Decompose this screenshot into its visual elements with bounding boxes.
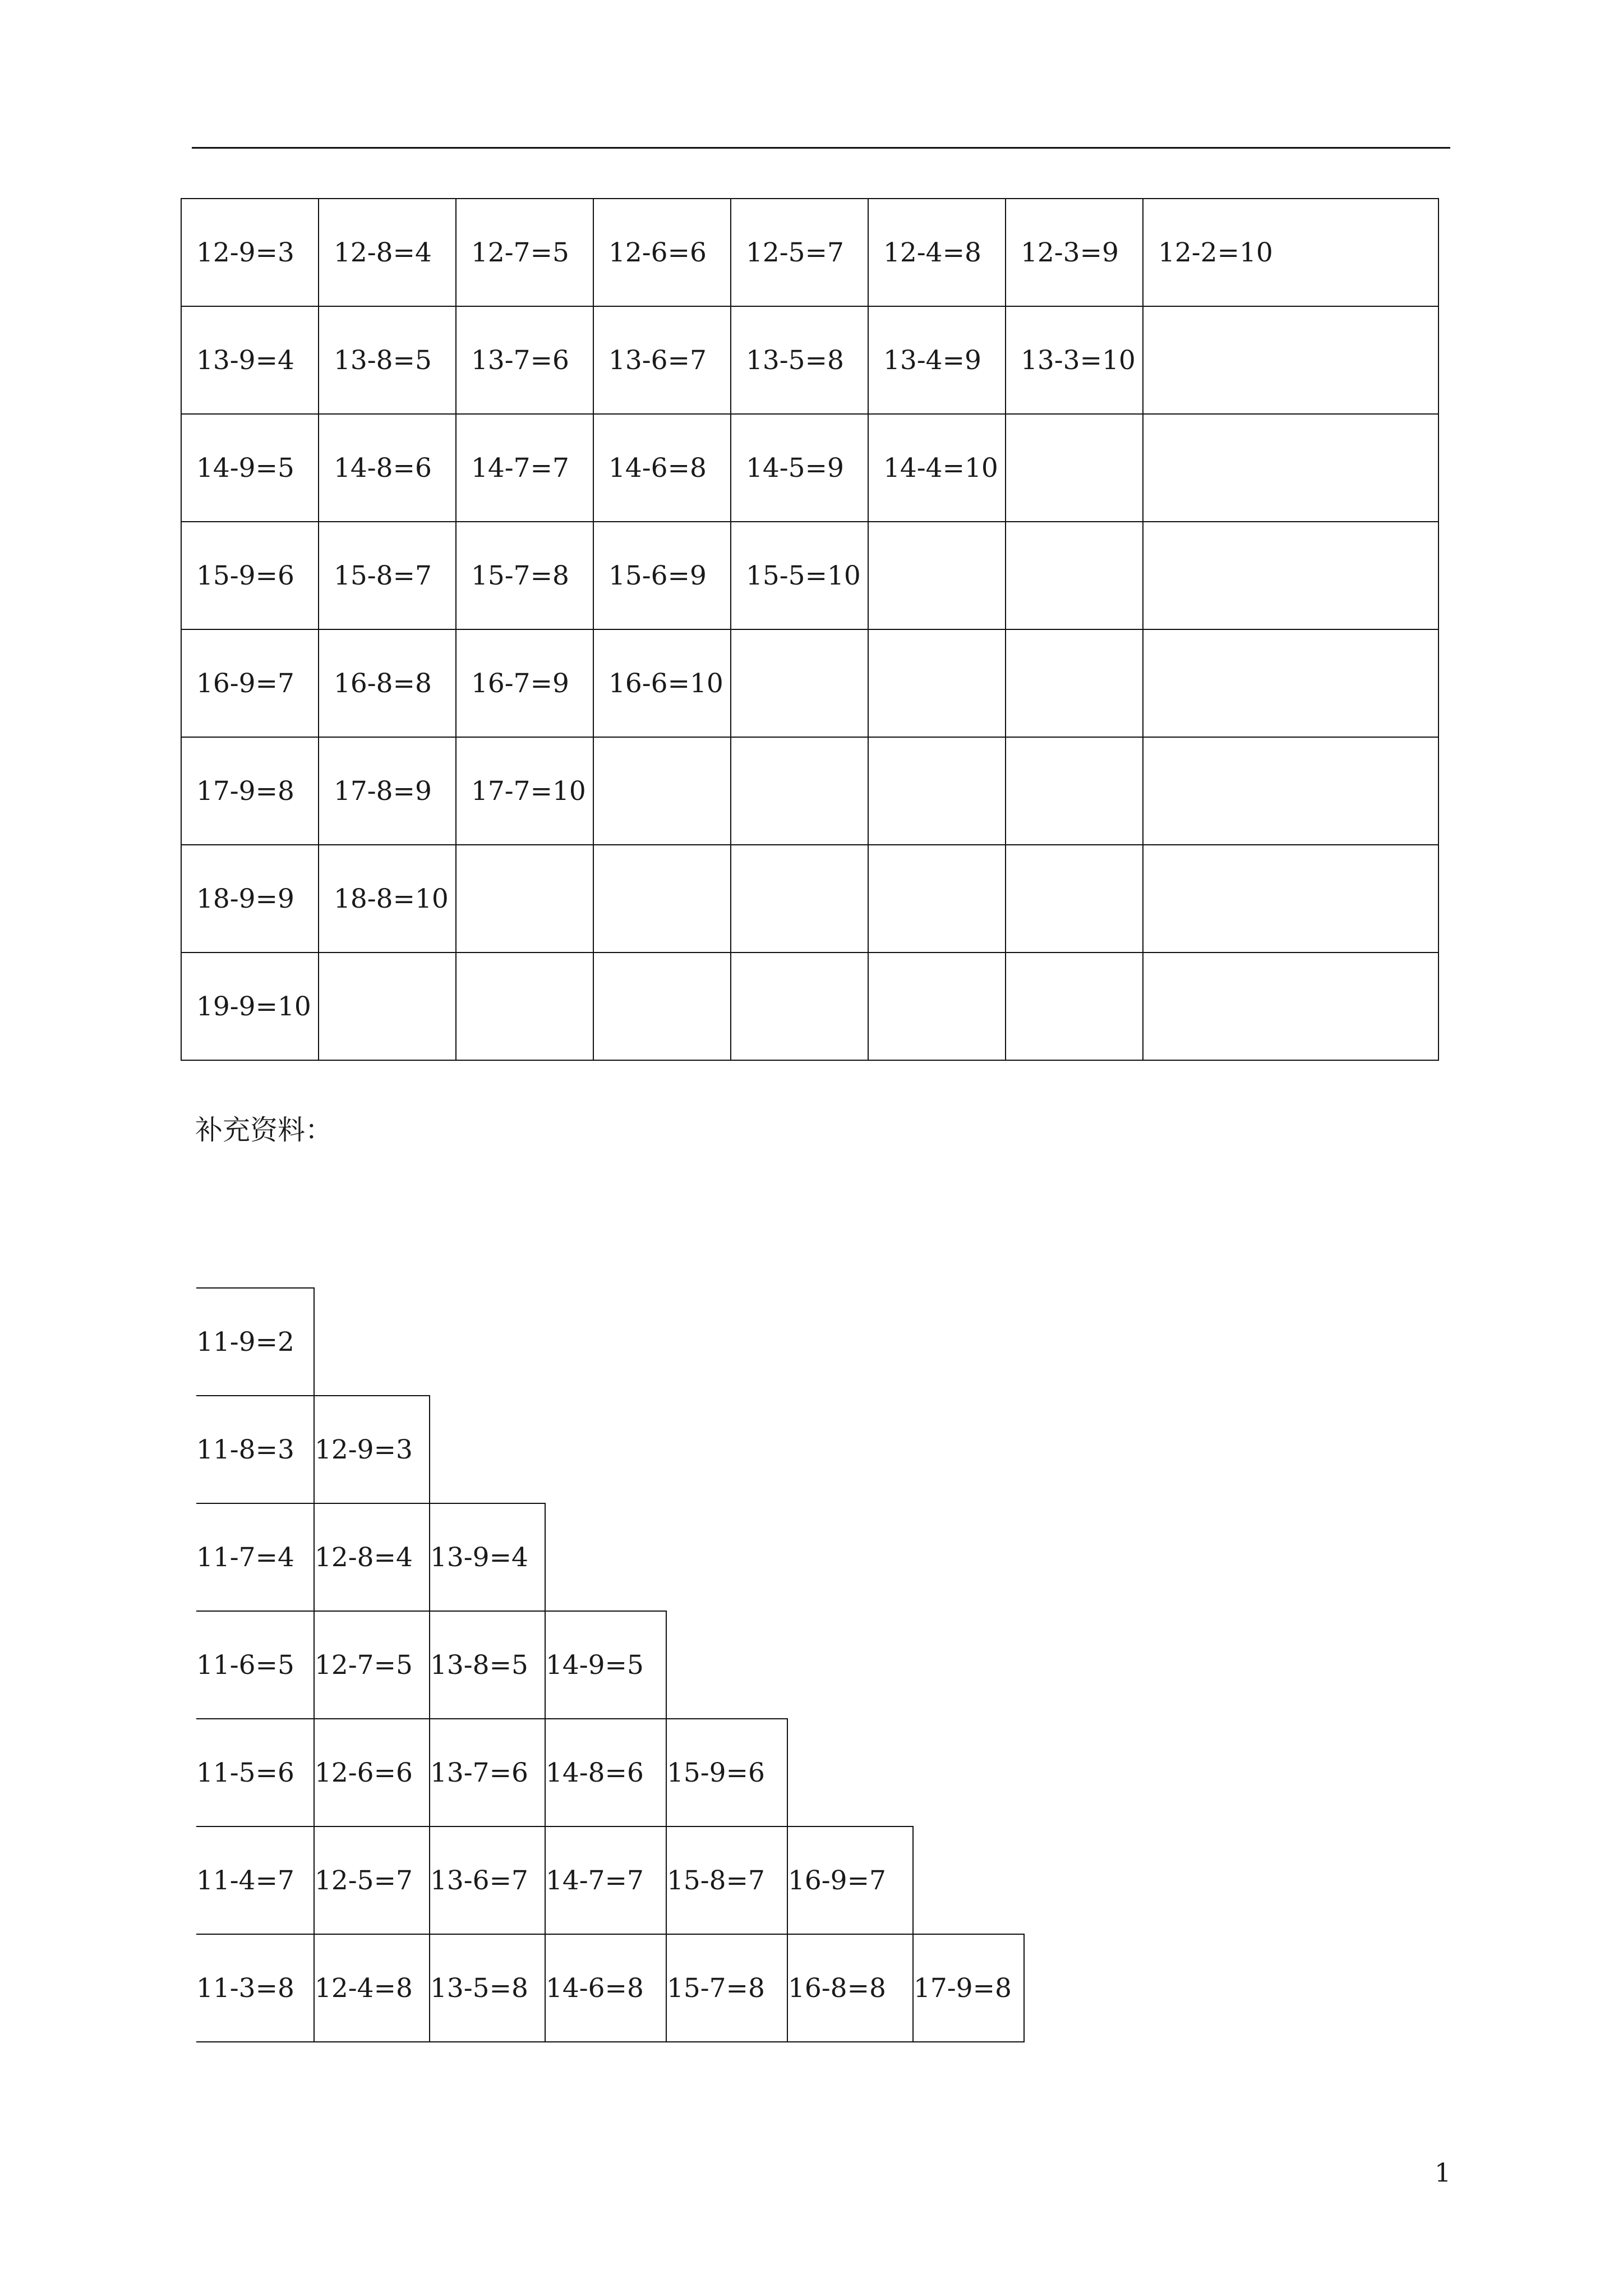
table-cell: 19-9=10 (181, 953, 319, 1060)
staircase-cell: 14-7=7 (545, 1826, 666, 1934)
table-cell: 16-7=9 (456, 629, 593, 737)
table-cell: 17-9=8 (181, 737, 319, 845)
table-cell (1143, 953, 1438, 1060)
staircase-cell: 16-8=8 (787, 1934, 913, 2042)
staircase-empty (666, 1611, 787, 1719)
staircase-cell: 15-9=6 (666, 1719, 787, 1826)
staircase-cell: 13-8=5 (430, 1611, 545, 1719)
staircase-cell: 11-6=5 (196, 1611, 314, 1719)
header-rule (192, 147, 1450, 149)
table-cell (731, 629, 868, 737)
staircase-empty (545, 1503, 666, 1611)
staircase-empty (666, 1288, 787, 1396)
staircase-cell: 11-5=6 (196, 1719, 314, 1826)
table-cell: 15-8=7 (319, 522, 456, 629)
staircase-empty (913, 1288, 1024, 1396)
staircase-cell: 13-6=7 (430, 1826, 545, 1934)
staircase-row (196, 1611, 1024, 1719)
staircase-empty (314, 1288, 430, 1396)
staircase-cell: 15-8=7 (666, 1826, 787, 1934)
table-cell: 17-8=9 (319, 737, 456, 845)
table-cell (1006, 522, 1143, 629)
staircase-cell: 11-7=4 (196, 1503, 314, 1611)
staircase-cell: 11-3=8 (196, 1934, 314, 2042)
staircase-cell: 12-5=7 (314, 1826, 430, 1934)
table-cell: 18-9=9 (181, 845, 319, 953)
table-cell (593, 845, 731, 953)
table-cell: 14-6=8 (593, 414, 731, 522)
table-cell: 15-7=8 (456, 522, 593, 629)
staircase-row (196, 1503, 1024, 1611)
table-cell (456, 845, 593, 953)
table-cell: 13-4=9 (868, 306, 1006, 414)
table-cell: 13-3=10 (1006, 306, 1143, 414)
staircase-empty (666, 1503, 787, 1611)
staircase-empty (787, 1396, 913, 1503)
table-cell: 13-8=5 (319, 306, 456, 414)
staircase-empty (913, 1396, 1024, 1503)
table-cell (1143, 414, 1438, 522)
staircase-cell: 13-7=6 (430, 1719, 545, 1826)
staircase-cell: 12-8=4 (314, 1503, 430, 1611)
table-cell: 12-7=5 (456, 199, 593, 306)
staircase-row (196, 1719, 1024, 1826)
page-number: 1 (1435, 2157, 1451, 2188)
staircase-empty (913, 1503, 1024, 1611)
subtraction-table (181, 198, 1439, 1061)
staircase-row (196, 1288, 1024, 1396)
staircase-cell: 11-8=3 (196, 1396, 314, 1503)
table-cell (731, 845, 868, 953)
staircase-cell: 12-4=8 (314, 1934, 430, 2042)
staircase-empty (666, 1396, 787, 1503)
staircase-cell: 16-9=7 (787, 1826, 913, 1934)
staircase-cell: 14-9=5 (545, 1611, 666, 1719)
table-cell: 13-6=7 (593, 306, 731, 414)
table-cell: 12-9=3 (181, 199, 319, 306)
table-cell: 13-5=8 (731, 306, 868, 414)
table-cell: 12-4=8 (868, 199, 1006, 306)
table-cell: 16-6=10 (593, 629, 731, 737)
supplement-staircase-table (196, 1287, 1025, 2042)
staircase-empty (913, 1719, 1024, 1826)
table-cell: 12-2=10 (1143, 199, 1438, 306)
table-cell (1143, 629, 1438, 737)
staircase-cell: 14-8=6 (545, 1719, 666, 1826)
table-cell: 14-4=10 (868, 414, 1006, 522)
table-cell: 14-8=6 (319, 414, 456, 522)
staircase-empty (430, 1288, 545, 1396)
table-cell (868, 845, 1006, 953)
table-cell: 13-7=6 (456, 306, 593, 414)
staircase-empty (787, 1611, 913, 1719)
table-cell: 13-9=4 (181, 306, 319, 414)
table-cell (868, 953, 1006, 1060)
table-cell (1006, 737, 1143, 845)
staircase-cell: 15-7=8 (666, 1934, 787, 2042)
table-cell: 12-6=6 (593, 199, 731, 306)
table-row (181, 845, 1438, 953)
staircase-cell: 13-5=8 (430, 1934, 545, 2042)
table-cell: 17-7=10 (456, 737, 593, 845)
table-cell (1006, 414, 1143, 522)
staircase-row (196, 1826, 1024, 1934)
table-cell (1143, 737, 1438, 845)
table-cell (1006, 845, 1143, 953)
staircase-cell: 12-7=5 (314, 1611, 430, 1719)
table-cell (1143, 306, 1438, 414)
staircase-cell: 12-9=3 (314, 1396, 430, 1503)
supplement-label: 补充资料： (195, 1114, 333, 1146)
table-cell: 16-9=7 (181, 629, 319, 737)
table-cell: 12-8=4 (319, 199, 456, 306)
table-row (181, 414, 1438, 522)
staircase-cell: 14-6=8 (545, 1934, 666, 2042)
table-cell: 12-3=9 (1006, 199, 1143, 306)
staircase-row (196, 1934, 1024, 2042)
staircase-cell: 13-9=4 (430, 1503, 545, 1611)
staircase-empty (430, 1396, 545, 1503)
table-cell: 12-5=7 (731, 199, 868, 306)
staircase-cell: 17-9=8 (913, 1934, 1024, 2042)
table-cell (456, 953, 593, 1060)
staircase-empty (787, 1503, 913, 1611)
staircase-empty (787, 1288, 913, 1396)
staircase-cell: 11-9=2 (196, 1288, 314, 1396)
staircase-empty (787, 1719, 913, 1826)
table-cell: 15-5=10 (731, 522, 868, 629)
table-row (181, 306, 1438, 414)
table-cell: 18-8=10 (319, 845, 456, 953)
table-cell (1143, 522, 1438, 629)
table-row (181, 522, 1438, 629)
table-cell: 16-8=8 (319, 629, 456, 737)
table-cell: 14-7=7 (456, 414, 593, 522)
table-cell (868, 629, 1006, 737)
staircase-row (196, 1396, 1024, 1503)
table-cell: 15-9=6 (181, 522, 319, 629)
staircase-empty (913, 1826, 1024, 1934)
table-cell: 15-6=9 (593, 522, 731, 629)
table-cell (593, 953, 731, 1060)
table-row (181, 953, 1438, 1060)
table-cell (1006, 953, 1143, 1060)
table-row (181, 737, 1438, 845)
table-cell (868, 737, 1006, 845)
table-cell (319, 953, 456, 1060)
table-cell: 14-5=9 (731, 414, 868, 522)
table-row (181, 629, 1438, 737)
table-row (181, 199, 1438, 306)
table-cell (1006, 629, 1143, 737)
table-cell (593, 737, 731, 845)
staircase-cell: 11-4=7 (196, 1826, 314, 1934)
table-cell (1143, 845, 1438, 953)
table-cell: 14-9=5 (181, 414, 319, 522)
staircase-empty (545, 1288, 666, 1396)
staircase-empty (913, 1611, 1024, 1719)
table-cell (731, 953, 868, 1060)
table-cell (868, 522, 1006, 629)
table-cell (731, 737, 868, 845)
staircase-empty (545, 1396, 666, 1503)
staircase-cell: 12-6=6 (314, 1719, 430, 1826)
